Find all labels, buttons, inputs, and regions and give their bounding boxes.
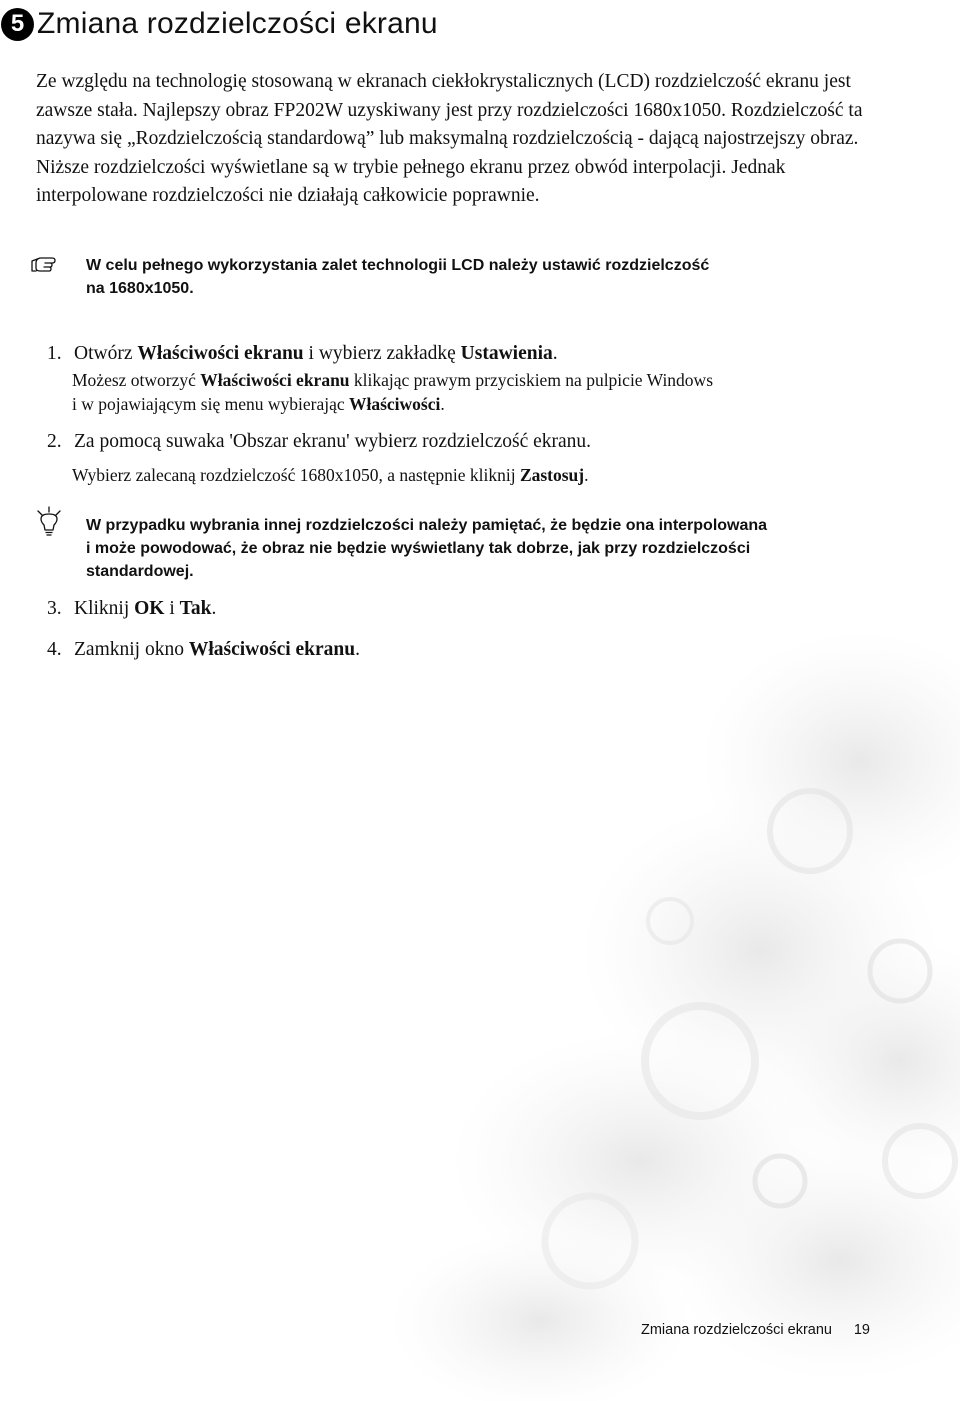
step-3: 3. Kliknij OK i Tak. <box>47 598 217 619</box>
page-footer <box>560 1320 880 1342</box>
tip-box <box>30 514 880 583</box>
note-box <box>30 254 880 300</box>
tip-line-1: W przypadku wybrania innej rozdzielczości należy pamiętać, że będzie ona interpolowana <box>86 517 768 534</box>
pointing-hand-icon <box>30 254 64 274</box>
lightbulb-icon <box>30 506 68 538</box>
tip-line-2: i może powodować, że obraz nie będzie wyświetlany tak dobrze, jak przy rozdzielczości <box>86 540 751 557</box>
step-2: 2. Za pomocą suwaka 'Obszar ekranu' wybierz rozdzielczość ekranu. <box>47 431 592 452</box>
step-number: 3. <box>47 598 62 619</box>
note-line-2: na 1680x1050. <box>86 280 194 297</box>
intro-paragraph: Ze względu na technologię stosowaną w ekranach ciekłokrystalicznych (LCD) rozdzielczość ekranu jest zawsze stała. Najlepszy obraz FP202W uzyskiwany jest przy rozdzielczości 1680x1050. Rozdzielczość ta nazywa się „Rozdzielczością standardową” lub maksymalną rozdzielczością - dającą najostrzejszy obraz. Niższe rozdzielczości wyświetlane są w trybie pełnego ekranu przez obwód interpolacji. Jednak interpolowane rozdzielczości nie działają całkowicie poprawnie. <box>36 71 863 206</box>
note-line-1: W celu pełnego wykorzystania zalet technologii LCD należy ustawić rozdzielczość <box>86 257 710 274</box>
step-number: 2. <box>47 431 62 452</box>
step-number: 4. <box>47 639 62 660</box>
footer-title: Zmiana rozdzielczości ekranu <box>641 1322 832 1338</box>
step-1-detail: Możesz otworzyć Właściwości ekranu klikając prawym przyciskiem na pulpicie Windows i w pojawiającym się menu wybierając Właściwości. <box>72 370 714 414</box>
page-title <box>0 4 438 44</box>
tip-line-3: standardowej. <box>86 563 194 580</box>
title-text: Zmiana rozdzielczości ekranu <box>37 7 438 40</box>
step-4: 4. Zamknij okno Właściwości ekranu. <box>47 639 360 660</box>
section-number-badge: 5 <box>1 8 34 41</box>
step-number: 1. <box>47 343 62 364</box>
step-2-detail: Wybierz zalecaną rozdzielczość 1680x1050, a następnie kliknij Zastosuj. <box>72 465 589 485</box>
page-number: 19 <box>853 1322 870 1338</box>
step-1: 1. Otwórz Właściwości ekranu i wybierz zakładkę Ustawienia. <box>47 343 558 364</box>
